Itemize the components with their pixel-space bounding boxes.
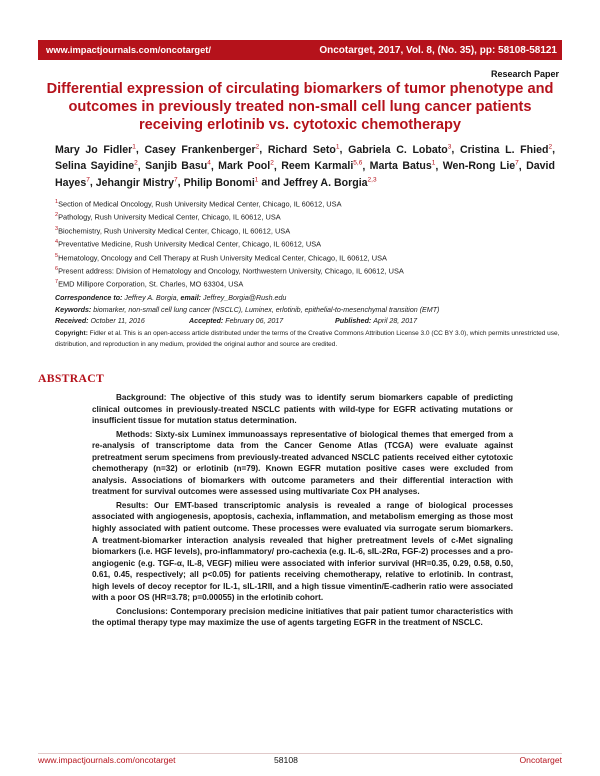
journal-url[interactable]: www.impactjournals.com/oncotarget/ [46,45,211,55]
header-banner [38,40,562,60]
abstract-heading: ABSTRACT [38,372,105,385]
author-affiliation-ref: 2 [270,159,274,167]
author [145,144,260,156]
correspondence-email[interactable]: Jeffrey_Borgia@Rush.edu [203,294,287,302]
author [268,144,340,156]
affiliation [55,264,555,277]
article-type: Research Paper [490,69,559,79]
footer-url[interactable]: www.impactjournals.com/oncotarget [38,755,176,765]
affiliation-number: 1 [55,199,59,205]
author-name: Cristina L. Fhied [460,143,549,156]
footer-divider [38,753,562,754]
author [283,177,376,189]
author [184,177,259,189]
author-name: Marta Batus [369,160,432,173]
abstract-methods: Methods: Sixty-six Luminex immunoassays representative of biological themes that emerged from a re-analysis of transcriptome data from the Cancer Genome Atlas (TCGA) were evaluate against pretreatment serum specimens from previously-treated advanced NSCLC patients received either cytotoxic chemotherapy (n=32) or erlotinib (n=79). Known EGFR mutation positive cases were excluded from analysis. Associations of biomarkers with outcome parameters and their differential interaction with treatment for survival outcomes were assessed using multivariate Cox PH analyses. [92,429,514,497]
affiliation [55,224,555,237]
author-affiliation-ref: 7 [174,176,178,184]
author-name: Mark Pool [218,160,271,173]
author-affiliation-ref: 5,6 [353,159,363,167]
author-name: Jehangir Mistry [95,177,175,189]
affiliation-number: 3 [55,225,59,232]
author [55,144,136,156]
author-affiliation-ref: 3 [447,143,452,150]
received-date: October 11, 2016 [90,317,145,326]
affiliation-number: 5 [55,252,59,259]
abstract-conclusions: Conclusions: Contemporary precision medicine initiatives that pair patient tumor characteristics with the optimal therapy type may maximize the use of agents targeting EGFR in the treatment of NSCLC. [92,606,513,628]
correspondence: Correspondence to: Jeffrey A. Borgia, email: Jeffrey_Borgia@Rush.edu [55,294,287,302]
author-name: Sanjib Basu [145,160,208,173]
affiliation-text: Present address: Division of Hematology and Oncology, Northwestern University, Chicago, IL 60612, USA [58,266,404,276]
author [145,160,211,172]
affiliation-text: EMD Millipore Corporation, St. Charles, MO 63304, USA [58,279,244,289]
author [443,160,519,172]
author [281,160,362,172]
author-affiliation-ref: 2,3 [367,176,377,184]
affiliation-text: Biochemistry, Rush University Medical Center, Chicago, IL 60612, USA [58,226,291,236]
author [55,160,138,172]
keywords: Keywords: biomarker, non-small cell lung cancer (NSCLC), Luminex, erlotinib, epithelial-to-mesenchymal transition (EMT) [55,305,440,314]
author-affiliation-ref: 2 [548,143,553,150]
author-name: Wen-Rong Lie [442,160,516,173]
affiliation [55,277,555,290]
author-name: Selina Sayidine [55,160,135,173]
author-affiliation-ref: 7 [515,159,519,167]
affiliation-list [55,197,555,291]
affiliation-number: 2 [55,212,59,219]
author-affiliation-ref: 1 [132,143,136,150]
affiliation [55,251,555,264]
author-name: Gabriela C. Lobato [348,143,448,156]
paper-title: Differential expression of circulating biomarkers of tumor phenotype and outcomes in previously treated non-small cell lung cancer patients receiving erlotinib vs. cytotoxic chemotherapy [46,81,554,133]
author-affiliation-ref: 4 [207,159,211,167]
affiliation [55,197,555,210]
author-name: Jeffrey A. Borgia [283,177,368,189]
page-footer [38,755,562,765]
affiliation [55,237,555,250]
affiliation-number: 6 [55,265,59,272]
affiliation-text: Pathology, Rush University Medical Center, Chicago, IL 60612, USA [58,212,281,222]
accepted-date: February 06, 2017 [225,317,284,326]
author [460,144,552,156]
abstract-body [92,392,513,631]
affiliation [55,210,555,223]
author-affiliation-ref: 7 [86,176,90,184]
author-name: David Hayes [55,160,555,189]
author-affiliation-ref: 1 [431,159,436,167]
citation: Oncotarget, 2017, Vol. 8, (No. 35), pp: 58108-58121 [319,44,557,56]
article-metadata [55,293,560,350]
author-list: Mary Jo Fidler$^1$, Casey Frankenberger$^2$, Richard Seto$^1$, Gabriela C. Lobato$^3$, Cristina L. Fhied$^2$, Selina Sayidine$^2$, Sanjib Basu$^4$, Mark Pool$^2$, Reem Karmali$^{5,6}$, Marta Batus$^1$, Wen-Rong Lie$^7$, David Hayes$^7$, Jehangir Mistry$^7$, Philip Bonomi$^1$ and Jeffrey A. Borgia$^{2,3}$ [55,143,556,189]
page-number: 58108 [274,755,298,765]
author [96,177,178,189]
author [348,144,451,156]
affiliation-text: Hematology, Oncology and Cell Therapy at Rush University Medical Center, Chicago, IL 60612, USA [58,252,387,262]
affiliation-number: 4 [55,239,59,246]
affiliation-text: Section of Medical Oncology, Rush University Medical Center, Chicago, IL 60612, USA [58,199,342,209]
author [218,160,274,172]
abstract-results: Results: Our EMT-based transcriptomic analysis is revealed a range of biological processes associated with angiogenesis, apoptosis, cachexia, inflammation, and metabolism emerging as those most highly associated with patient outcome. These processes were evaluated via surrogate serum biomarkers. A treatment-biomarker interaction analysis revealed that higher pretreatment levels of c-Met signaling biomarkers (i.e. HGF levels), pro-inflammatory/ pro-cachexia (e.g. IL-6, sIL-2Rα, FGF-2) processes and a pro-angiogenic (e.g. TGF-α, IL-8, VEGF) milieu were associated with inferior survival (HR=0.35, 0.29, 0.58, 0.50, 0.61, 0.45, respectively; all p<0.05) for patients receiving chemotherapy, relative to erlotinib. In contrast, high levels of decoy receptor for IL-1, sIL-1RII, and a high tissue vimentin/E-cadherin ratio were associated with a poor OS (HR=3.78; p=0.00055) in the erlotinib cohort. [92,500,513,603]
author-name: Casey Frankenberger [144,143,256,156]
abstract-background: Background: The objective of this study was to identify serum biomarkers capable of predicting clinical outcomes in previously-treated NSCLC patients with wild-type for EGFR activating mutations or insufficient tissue for mutation status determination. [92,393,513,426]
author-name: Philip Bonomi [183,177,255,189]
author-affiliation-ref: 2 [255,143,260,150]
dates: Received: October 11, 2016 Accepted: February 06, 2017 Published: April 28, 2017 [55,317,418,326]
author-name: Richard Seto [267,143,336,156]
affiliation-text: Preventative Medicine, Rush University Medical Center, Chicago, IL 60612, USA [58,239,322,249]
copyright: Copyright: Fidler et al. This is an open-access article distributed under the terms of the Creative Commons Attribution License 3.0 (CC BY 3.0), which permits unrestricted use, distribution, and reproduction in any medium, provided the original author and source are credited. [55,329,560,348]
footer-journal: Oncotarget [519,755,562,765]
author-affiliation-ref: 1 [254,176,259,184]
affiliation-number: 7 [55,279,59,286]
author-name: Mary Jo Fidler [55,143,133,156]
published-date: April 28, 2017 [373,317,418,326]
author-name: Reem Karmali [281,160,354,173]
author-affiliation-ref: 1 [335,143,340,150]
author [370,160,436,172]
author-affiliation-ref: 2 [134,159,138,167]
